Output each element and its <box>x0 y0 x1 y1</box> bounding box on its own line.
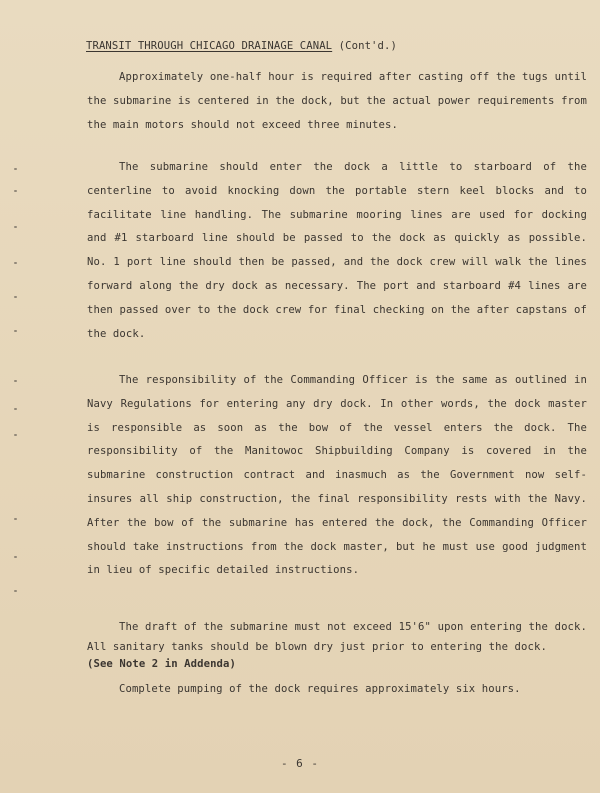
section-continued-label: (Cont'd.) <box>338 40 397 52</box>
margin-mark <box>14 434 17 436</box>
margin-mark <box>14 380 17 382</box>
paragraph-responsibility: The responsibility of the Commanding Officer is the same as outlined in Navy Regulations for entering any dry dock. In other words, the dock master is responsible as soon as the bow of the vessel enters the dock. The responsibility of the Manitowoc Shipbuilding Company is covered in the submarine construction contract and inasmuch as the Government now self-insures all ship construction, the final responsibility rests with the Navy. After the bow of the submarine has entered the dock, the Commanding Officer should take instructions from the dock master, but he must use good judgment in lieu of specific detailed instructions. <box>87 374 587 577</box>
margin-mark <box>14 518 17 520</box>
margin-mark <box>14 330 17 332</box>
paragraph-draft <box>87 617 587 671</box>
margin-mark <box>14 168 17 170</box>
draft-text: The draft of the submarine must not exceed 15'6" upon entering the dock. All sanitary tanks should be blown dry just prior to entering the dock. <box>87 621 587 653</box>
paragraph-entering-dock: The submarine should enter the dock a little to starboard of the centerline to avoid knocking down the portable stern keel blocks and to facilitate line handling. The submarine mooring lines are used for docking and #1 starboard line should be passed to the dock as quickly as possible. No. 1 port line should then be passed, and the dock crew will walk the lines forward along the dry dock as necessary. The port and starboard #4 lines are then passed over to the dock crew for final checking on the after capstans of the dock. <box>87 161 587 340</box>
paragraph-power-requirements: Approximately one-half hour is required after casting off the tugs until the submarine is centered in the dock, but the actual power requirements from the main motors should not exceed three minutes. <box>87 71 587 131</box>
margin-mark <box>14 296 17 298</box>
margin-mark <box>14 408 17 410</box>
paragraph-pumping: Complete pumping of the dock requires approximately six hours. <box>119 683 521 695</box>
margin-mark <box>14 590 17 592</box>
margin-mark <box>14 190 17 192</box>
page-number: - 6 - <box>280 757 320 770</box>
section-title: TRANSIT THROUGH CHICAGO DRAINAGE CANAL <box>86 40 333 52</box>
addenda-note: (See Note 2 in Addenda) <box>87 658 236 670</box>
margin-mark <box>14 226 17 228</box>
section-heading <box>86 40 397 52</box>
margin-mark <box>14 262 17 264</box>
margin-mark <box>14 556 17 558</box>
